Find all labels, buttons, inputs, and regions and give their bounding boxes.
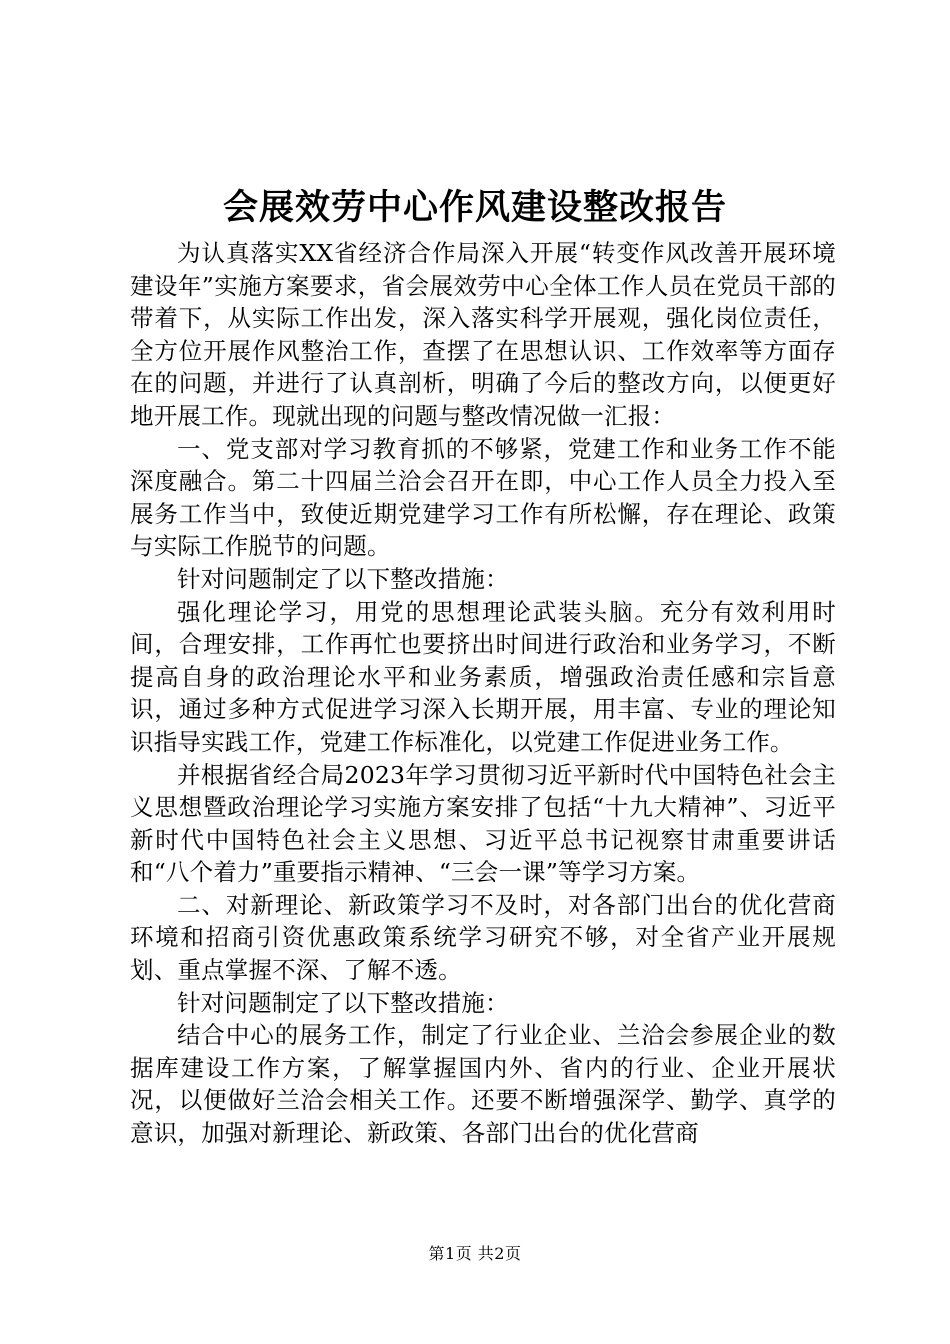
paragraph-issue-two: 二、对新理论、新政策学习不及时，对各部门出台的优化营商环境和招商引资优惠政策系统学习研究不够，对全省产业开展规划、重点掌握不深、了解不透。 (130, 890, 836, 985)
paragraph-measures-one: 强化理论学习，用党的思想理论武装头脑。充分有效利用时间，合理安排，工作再忙也要挤出时间进行政治和业务学习，不断提高自身的政治理论水平和业务素质，增强政治责任感和宗旨意识，通过多种方式促进学习深入长期开展，用丰富、专业的理论知识指导实践工作，党建工作标准化，以党建工作促进业务工作。 (130, 597, 836, 756)
page-number: 第1页 共2页 (428, 1244, 522, 1263)
paragraph-measures-heading-two: 针对问题制定了以下整改措施： (177, 988, 509, 1017)
paragraph-study-plan: 并根据省经合局2023年学习贯彻习近平新时代中国特色社会主义思想暨政治理论学习实施方案安排了包括“十九大精神”、习近平新时代中国特色社会主义思想、习近平总书记视察甘肃重要讲话和“八个着力”重要指示精神、“三会一课”等学习方案。 (130, 760, 836, 887)
document-title: 会展效劳中心作风建设整改报告 (222, 187, 727, 228)
paragraph-intro: 为认真落实XX省经济合作局深入开展“转变作风改善开展环境建设年”实施方案要求，省会展效劳中心全体工作人员在党员干部的带着下，从实际工作出发，深入落实科学开展观，强化岗位责任，全方位开展作风整治工作，查摆了在思想认识、工作效率等方面存在的问题，并进行了认真剖析，明确了今后的整改方向，以便更好地开展工作。现就出现的问题与整改情况做一汇报： (130, 239, 836, 430)
document-body (130, 237, 836, 1150)
paragraph-issue-one: 一、党支部对学习教育抓的不够紧，党建工作和业务工作不能深度融合。第二十四届兰洽会召开在即，中心工作人员全力投入至展务工作当中，致使近期党建学习工作有所松懈，存在理论、政策与实际工作脱节的问题。 (130, 434, 836, 561)
paragraph-measures-heading-one: 针对问题制定了以下整改措施： (177, 564, 509, 593)
paragraph-measures-two: 结合中心的展务工作，制定了行业企业、兰洽会参展企业的数据库建设工作方案，了解掌握国内外、省内的行业、企业开展状况，以便做好兰洽会相关工作。还要不断增强深学、勤学、真学的意识，加强对新理论、新政策、各部门出台的优化营商 (130, 1021, 836, 1148)
